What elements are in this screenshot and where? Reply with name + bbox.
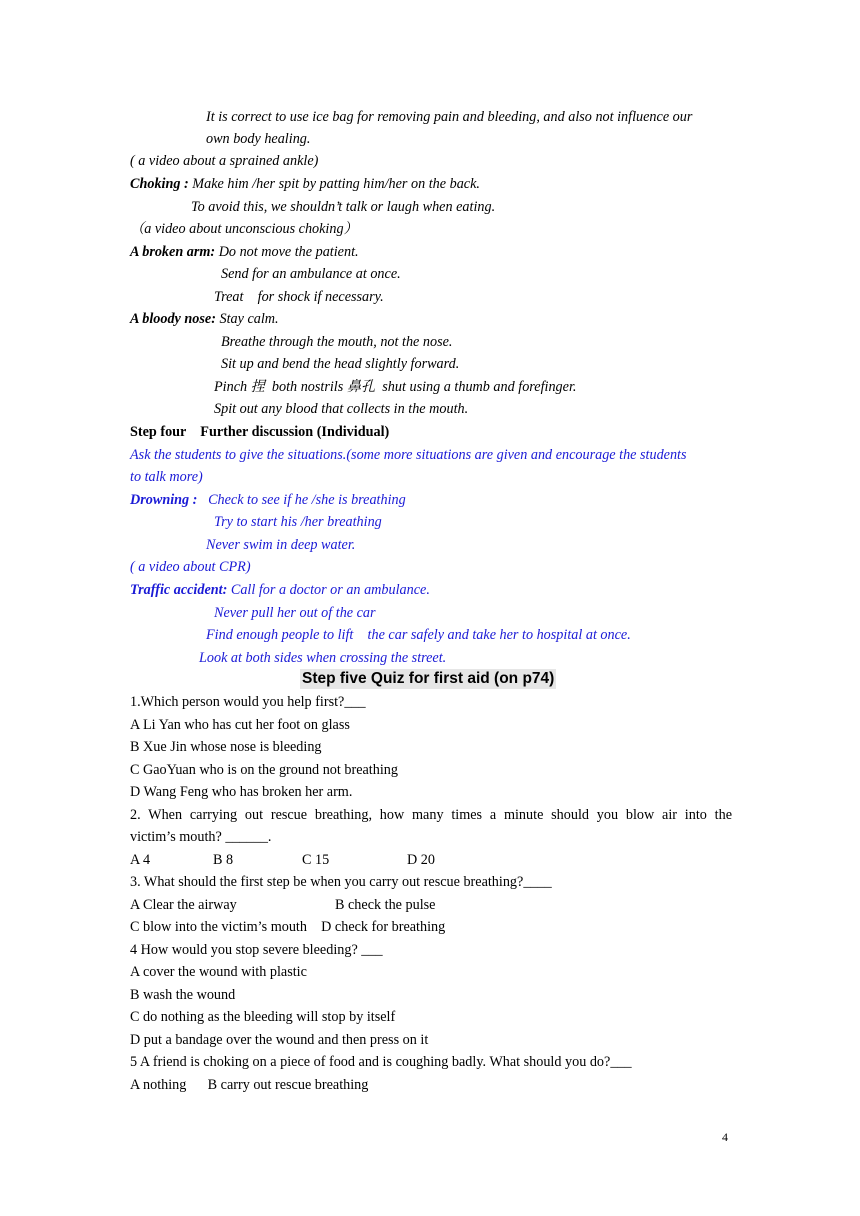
drowning-label: Drowning : bbox=[130, 492, 198, 508]
option: B Xue Jin whose nose is bleeding bbox=[130, 739, 322, 755]
text-line: Breathe through the mouth, not the nose. bbox=[221, 334, 453, 350]
text-line: To avoid this, we shouldn’t talk or laugh when eating. bbox=[191, 199, 496, 215]
option: A cover the wound with plastic bbox=[130, 964, 307, 980]
page-number: 4 bbox=[722, 1130, 728, 1144]
option: B wash the wound bbox=[130, 987, 236, 1003]
option: A nothing B carry out rescue breathing bbox=[130, 1077, 369, 1093]
text-line: Sit up and bend the head slightly forward. bbox=[221, 356, 460, 372]
option: A Clear the airway bbox=[130, 897, 237, 913]
option: A 4 bbox=[130, 852, 151, 868]
text-line: Treat for shock if necessary. bbox=[214, 289, 384, 305]
text-line bbox=[130, 175, 480, 193]
question-3: 3. What should the first step be when you carry out rescue breathing?____ bbox=[130, 874, 552, 890]
option: C GaoYuan who is on the ground not breathing bbox=[130, 762, 398, 778]
choking-label: Choking : bbox=[130, 176, 189, 192]
option: C do nothing as the bleeding will stop by itself bbox=[130, 1009, 396, 1025]
step-four-heading: Step four Further discussion (Individual) bbox=[130, 424, 390, 440]
text-line bbox=[130, 310, 279, 328]
option: B 8 bbox=[213, 852, 234, 868]
text-line: It is correct to use ice bag for removing pain and bleeding, and also not influence our bbox=[206, 109, 693, 125]
option: C blow into the victim’s mouth D check for breathing bbox=[130, 919, 446, 935]
text-line: Spit out any blood that collects in the mouth. bbox=[214, 401, 469, 417]
question-4: 4 How would you stop severe bleeding? ___ bbox=[130, 942, 383, 958]
option: D 20 bbox=[407, 852, 435, 868]
text-line: ( a video about CPR) bbox=[130, 559, 251, 575]
question-1: 1.Which person would you help first?___ bbox=[130, 694, 366, 710]
drowning-text: Check to see if he /she is breathing bbox=[197, 492, 406, 508]
text-line: Ask the students to give the situations.(some more situations are given and encourage the students bbox=[130, 447, 687, 463]
text-line bbox=[130, 581, 430, 599]
text-line: ( a video about a sprained ankle) bbox=[130, 153, 319, 169]
text-line: Try to start his /her breathing bbox=[214, 514, 382, 530]
text-line bbox=[130, 491, 406, 509]
option: C 15 bbox=[302, 852, 330, 868]
option: A Li Yan who has cut her foot on glass bbox=[130, 717, 350, 733]
broken-arm-text: Do not move the patient. bbox=[215, 244, 359, 260]
question-5: 5 A friend is choking on a piece of food and is coughing badly. What should you do?___ bbox=[130, 1054, 632, 1070]
text-line: Send for an ambulance at once. bbox=[221, 266, 401, 282]
text-line: Never swim in deep water. bbox=[206, 537, 356, 553]
bloody-nose-label: A bloody nose: bbox=[130, 311, 216, 327]
choking-text: Make him /her spit by patting him/her on the back. bbox=[188, 176, 480, 192]
quiz-heading: Step five Quiz for first aid (on p74) bbox=[302, 670, 555, 687]
text-line: Pinch 捏 both nostrils 鼻孔 shut using a thumb and forefinger. bbox=[214, 379, 577, 395]
traffic-accident-label: Traffic accident: bbox=[130, 582, 228, 598]
option: D Wang Feng who has broken her arm. bbox=[130, 784, 353, 800]
text-line: Find enough people to lift the car safely and take her to hospital at once. bbox=[206, 627, 631, 643]
option: B check the pulse bbox=[335, 897, 436, 913]
text-line bbox=[130, 243, 359, 261]
text-line: Look at both sides when crossing the street. bbox=[199, 650, 447, 666]
traffic-accident-text: Call for a doctor or an ambulance. bbox=[227, 582, 430, 598]
question-2-cont: victim’s mouth? ______. bbox=[130, 829, 272, 845]
text-line: Never pull her out of the car bbox=[214, 605, 376, 621]
text-line: own body healing. bbox=[206, 131, 311, 147]
bloody-nose-text: Stay calm. bbox=[215, 311, 279, 327]
question-2: 2. When carrying out rescue breathing, how many times a minute should you blow air into the bbox=[130, 807, 732, 823]
text-line: to talk more) bbox=[130, 469, 203, 485]
option: D put a bandage over the wound and then press on it bbox=[130, 1032, 429, 1048]
text-line: （a video about unconscious choking） bbox=[130, 221, 358, 237]
broken-arm-label: A broken arm: bbox=[130, 244, 216, 260]
